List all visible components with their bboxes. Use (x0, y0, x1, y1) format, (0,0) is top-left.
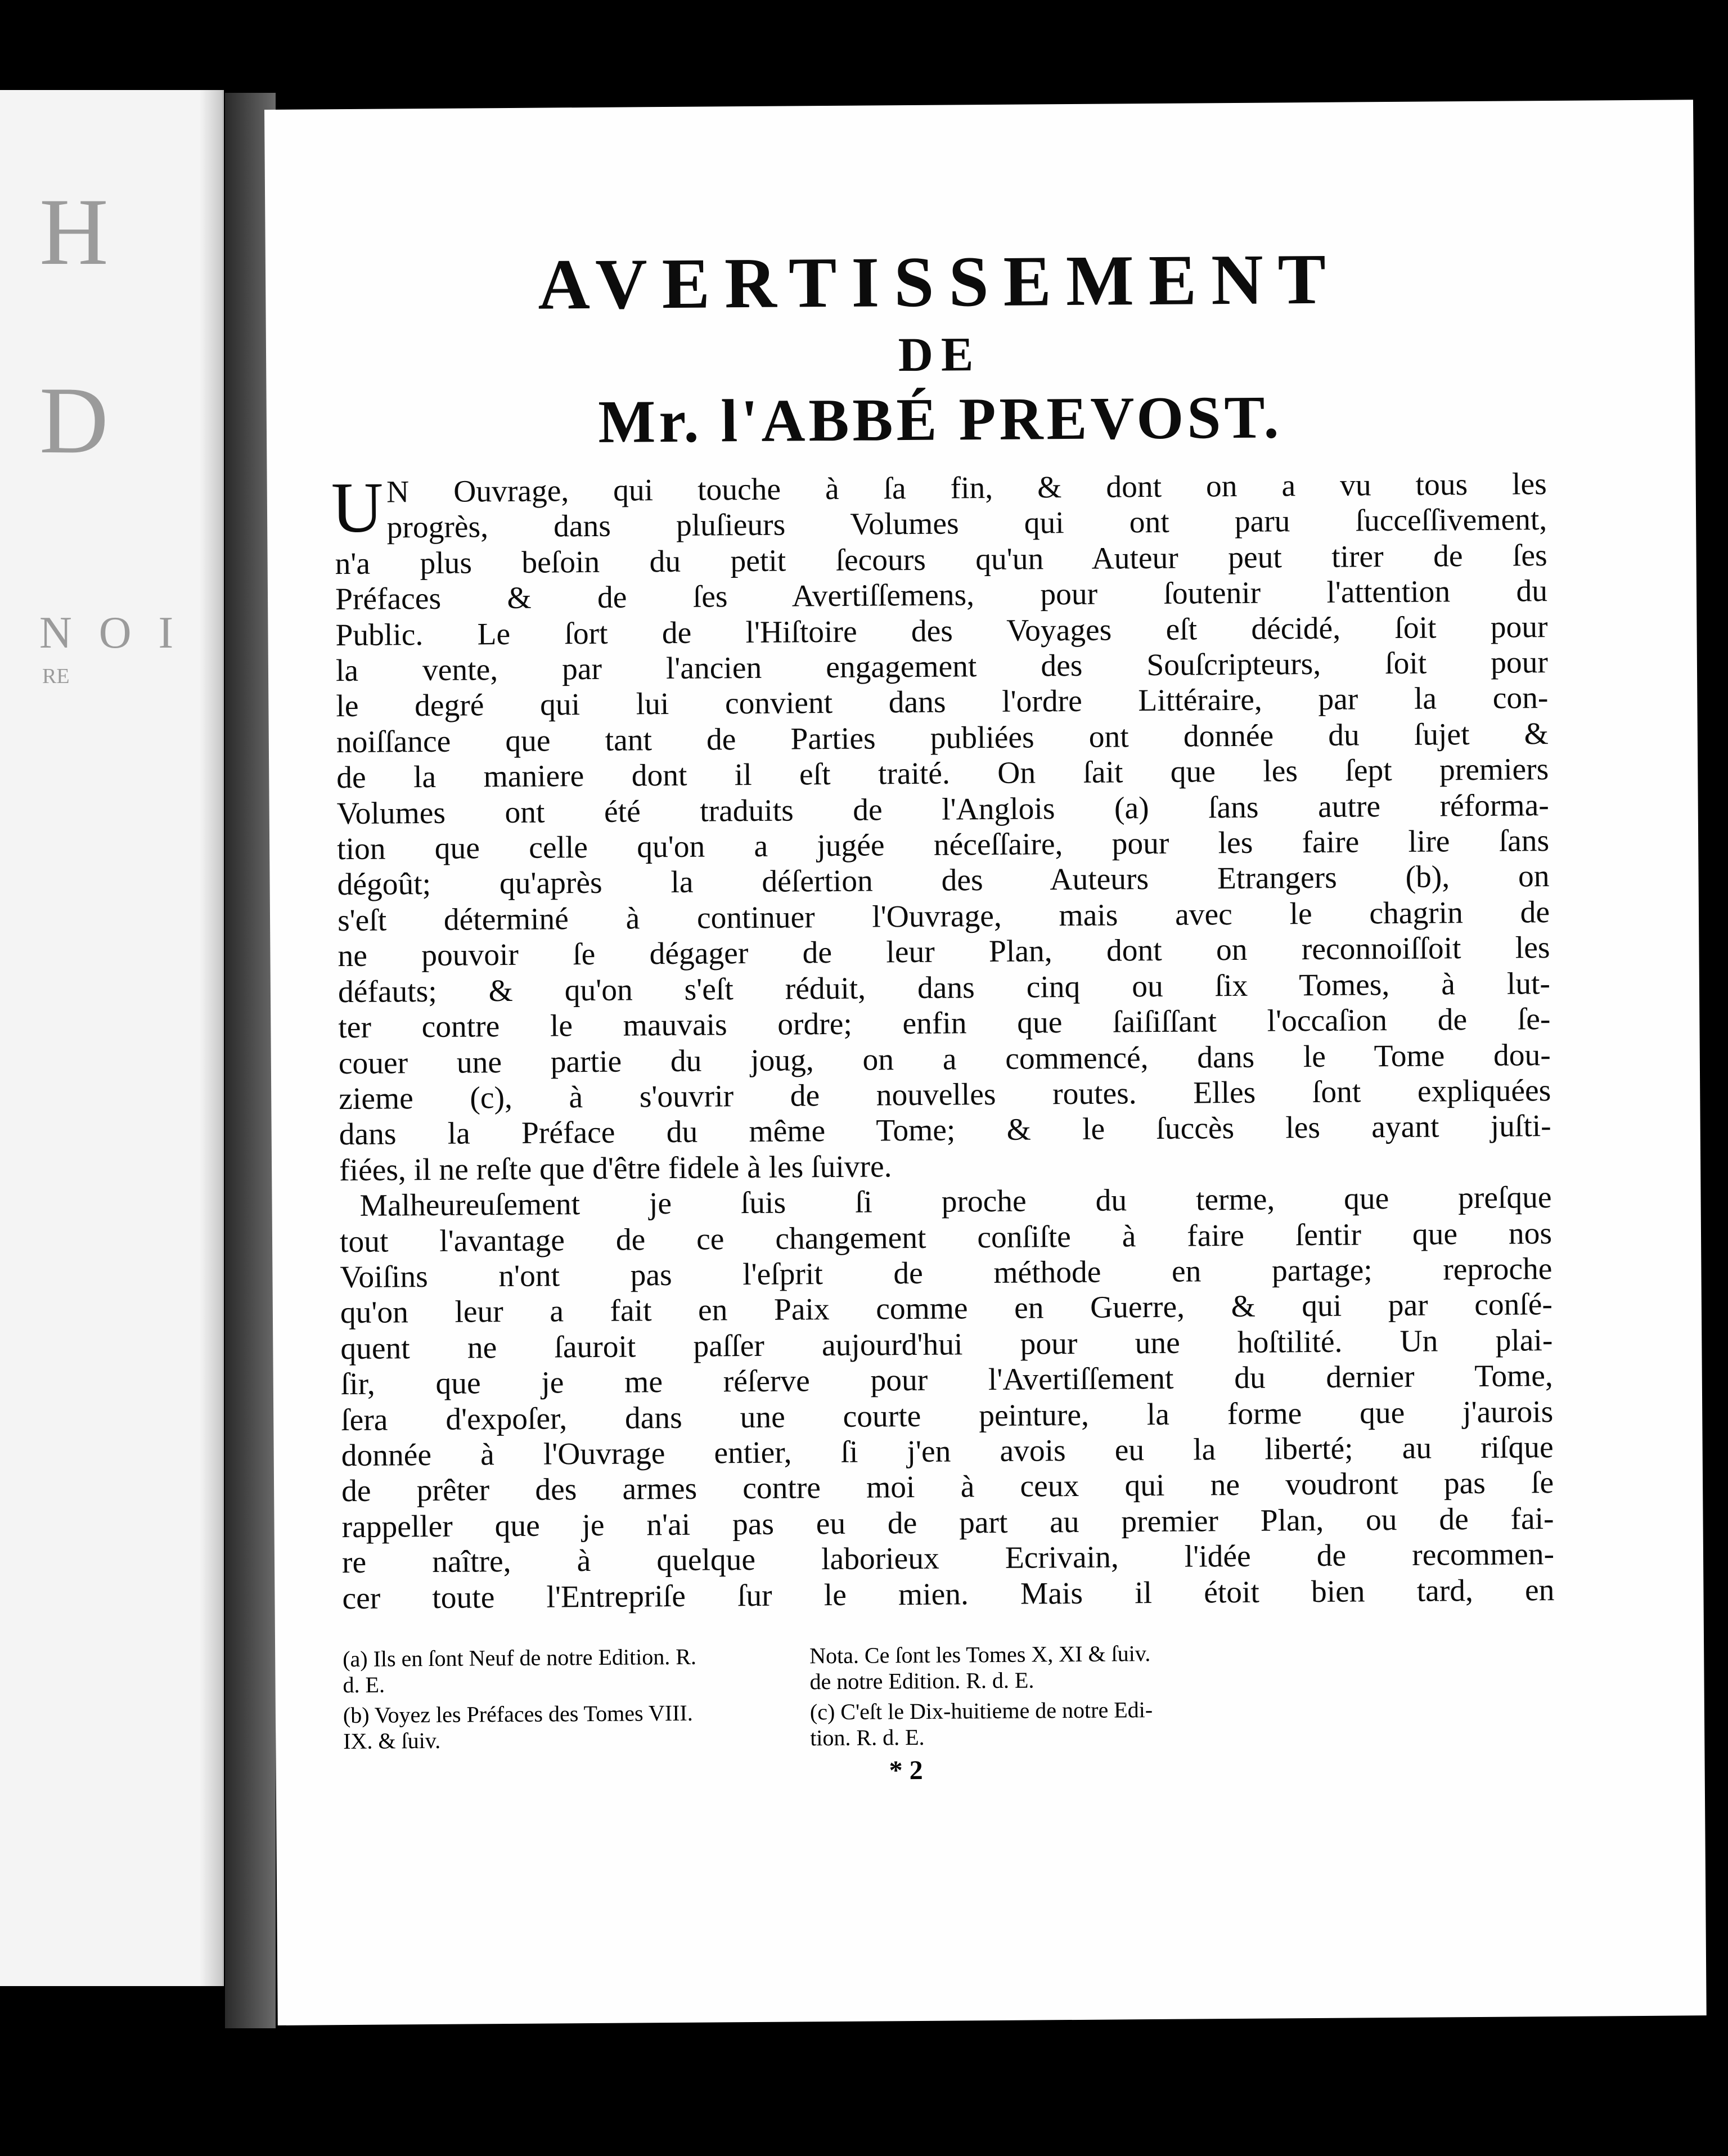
text-line: s'eſt déterminé à continuer l'Ouvrage, mais avec le chagrin de (337, 895, 1550, 938)
text-line: noiſſance que tant de Parties publiées ont donnée du ſujet & (336, 716, 1549, 760)
left-page-fragment: N O I (39, 608, 182, 658)
text-line: la vente, par l'ancien engagement des Souſcripteurs, ſoit pour (335, 645, 1549, 689)
text-line: défauts; & qu'on s'eſt réduit, dans cinq ou ſix Tomes, à lut- (338, 966, 1551, 1009)
text-line: Volumes ont été traduits de l'Anglois (a) ſans autre réforma- (336, 788, 1549, 831)
text-line: re naître, à quelque laborieux Ecrivain, l'idée de recommen- (341, 1537, 1555, 1580)
text-line: quent ne ſauroit paſſer aujourd'hui pour une hoſtilité. Un plai- (340, 1323, 1553, 1366)
text-line: couer une partie du joug, on a commencé, dans le Tome dou- (338, 1037, 1551, 1081)
text-line: Public. Le ſort de l'Hiſtoire des Voyages eſt décidé, ſoit pour (335, 609, 1548, 653)
page-content (333, 241, 1555, 1616)
text-line: fiées, il ne reſte que d'être fidele à les ſuivre. (339, 1149, 892, 1188)
footnote-nota: Nota. Ce ſont les Tomes X, XI & ſuiv. de notre Edition. R. d. E. (809, 1641, 1151, 1695)
signature-mark: * 2 (889, 1755, 923, 1786)
text-line: dans la Préface du même Tome; & le ſuccès les ayant juſti- (339, 1109, 1551, 1152)
author-heading: Mr. l'ABBÉ PREVOST. (597, 384, 1282, 456)
text-line: donnée à l'Ouvrage entier, ſi j'en avois eu la liberté; au riſque (341, 1430, 1554, 1474)
text-line: ne pouvoir ſe dégager de leur Plan, dont on reconnoiſſoit les (338, 931, 1550, 974)
text-line: ter contre le mauvais ordre; enfin que ſaiſiſſant l'occaſion de ſe- (338, 1002, 1551, 1045)
footnote-c: (c) C'eſt le Dix-huitieme de notre Edi- tion. R. d. E. (809, 1697, 1153, 1751)
text-line: dégoût; qu'après la déſertion des Auteurs Etrangers (b), on (337, 859, 1550, 902)
text-line: tout l'avantage de ce changement conſiſte à faire ſentir que nos (339, 1216, 1552, 1259)
left-facing-page (0, 90, 224, 1986)
left-page-letter: H (39, 179, 109, 285)
body-text (331, 466, 1555, 1616)
drop-cap: U (331, 467, 384, 548)
text-line: rappeller que je n'ai pas eu de part au premier Plan, ou de fai- (341, 1501, 1554, 1544)
left-page-letter: D (39, 367, 109, 473)
footnotes-left-column (343, 1643, 793, 1759)
text-line: zieme (c), à s'ouvrir de nouvelles routes. Elles ſont expliquées (339, 1073, 1551, 1117)
footnotes-right-column (809, 1640, 1277, 1756)
page-title: AVERTISSEMENT (537, 239, 1341, 325)
text-line: le degré qui lui convient dans l'ordre Littéraire, par la con- (336, 681, 1549, 724)
text-line: cer toute l'Entrepriſe ſur le mien. Mais il étoit bien tard, en (342, 1573, 1555, 1616)
text-line: tion que celle qu'on a jugée néceſſaire, pour les faire lire ſans (336, 824, 1550, 867)
page-subtitle: DE (898, 327, 982, 382)
text-line: ſir, que je me réſerve pour l'Avertiſſement du dernier Tome, (340, 1359, 1553, 1402)
text-line: Préfaces & de ſes Avertiſſemens, pour ſoutenir l'attention du (335, 574, 1548, 617)
text-line: de la maniere dont il eſt traité. On ſait que les ſept premiers (336, 752, 1549, 796)
text-line: progrès, dans pluſieurs Volumes qui ont paru ſucceſſivement, (386, 502, 1547, 545)
text-line: Malheureuſement je ſuis ſi proche du terme, que preſque (359, 1180, 1552, 1223)
footnote-a: (a) Ils en ſont Neuf de notre Edition. R. d. E. (343, 1643, 697, 1698)
footnote-b: (b) Voyez les Préfaces des Tomes VIII. IX. & ſuiv. (343, 1700, 693, 1754)
main-page (264, 100, 1707, 2025)
text-line: ſera d'expoſer, dans une courte peinture, la forme que j'aurois (341, 1394, 1554, 1438)
left-page-fragment: RE (42, 664, 70, 688)
page-gutter-shadow (200, 90, 222, 1986)
text-line: N Ouvrage, qui touche à ſa fin, & dont on a vu tous les (386, 467, 1547, 510)
text-line: n'a plus beſoin du petit ſecours qu'un Auteur peut tirer de ſes (335, 538, 1547, 581)
text-line: qu'on leur a fait en Paix comme en Guerre, & qui par conſé- (340, 1287, 1553, 1331)
footnotes (343, 1638, 1555, 1754)
text-line: de prêter des armes contre moi à ceux qui ne voudront pas ſe (341, 1466, 1554, 1509)
text-line: Voiſins n'ont pas l'eſprit de méthode en partage; reproche (340, 1252, 1552, 1295)
